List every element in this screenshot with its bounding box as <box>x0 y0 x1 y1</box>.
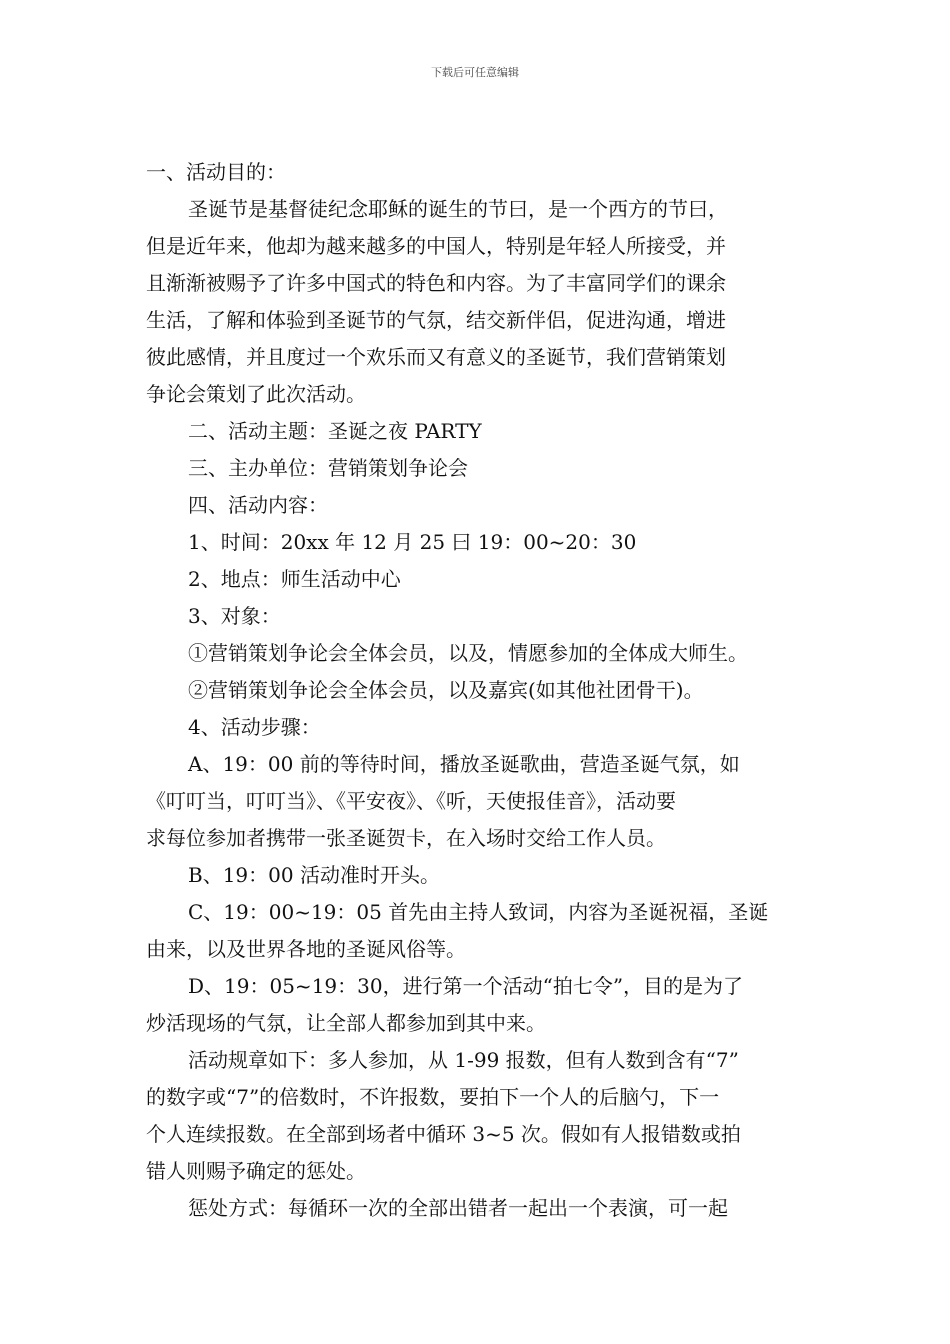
text-line: 活动规章如下：多人参加，从 1-99 报数，但有人数到含有“7” <box>188 1048 739 1072</box>
text-line: 二、活动主题：圣诞之夜 PARTY <box>188 419 482 443</box>
text-line: ②营销策划争论会全体会员，以及嘉宾(如其他社团骨干)。 <box>188 678 704 702</box>
text-line: 求每位参加者携带一张圣诞贺卡，在入场时交给工作人员。 <box>146 826 666 850</box>
text-line: 四、活动内容： <box>188 493 328 517</box>
text-line: 错人则赐予确定的惩处。 <box>146 1159 366 1183</box>
text-line: 炒活现场的气氛，让全部人都参加到其中来。 <box>146 1011 546 1035</box>
text-line: 个人连续报数。在全部到场者中循环 3~5 次。假如有人报错数或拍 <box>146 1122 741 1146</box>
text-line: 生活，了解和体验到圣诞节的气氛，结交新伴侣，促进沟通，增进 <box>146 308 726 332</box>
document-body <box>146 154 808 1227</box>
text-line: ①营销策划争论会全体会员，以及，情愿参加的全体成大师生。 <box>188 641 748 665</box>
text-line: 2、地点：师生活动中心 <box>188 567 401 591</box>
text-line: 1、时间：20xx 年 12 月 25 曰 19：00~20：30 <box>188 530 637 554</box>
text-line: 3、对象： <box>188 604 281 628</box>
text-line: 《叮叮当，叮叮当》、《平安夜》、《听，天使报佳音》，活动要 <box>146 789 676 813</box>
text-line: 4、活动步骤： <box>188 715 321 739</box>
text-line: A、19：00 前的等待时间，播放圣诞歌曲，营造圣诞气氛，如 <box>188 752 740 776</box>
text-line: 彼此感情，并且度过一个欢乐而又有意义的圣诞节，我们营销策划 <box>146 345 726 369</box>
text-line: C、19：00~19：05 首先由主持人致词，内容为圣诞祝福，圣诞 <box>188 900 769 924</box>
text-line: 惩处方式：每循环一次的全部出错者一起出一个表演，可一起 <box>188 1196 728 1220</box>
text-line: 且渐渐被赐予了许多中国式的特色和内容。为了丰富同学们的课余 <box>146 271 726 295</box>
text-line: 三、主办单位：营销策划争论会 <box>188 456 468 480</box>
text-line: B、19：00 活动准时开头。 <box>188 863 440 887</box>
page-header: 下载后可任意编辑 <box>431 66 519 79</box>
text-line: 但是近年来，他却为越来越多的中国人，特别是年轻人所接受，并 <box>146 234 726 258</box>
text-line: 一、活动目的： <box>146 160 286 184</box>
text-line: 圣诞节是基督徒纪念耶稣的诞生的节曰，是一个西方的节曰， <box>188 197 728 221</box>
text-line: 由来，以及世界各地的圣诞风俗等。 <box>146 937 466 961</box>
text-line: D、19：05~19：30，进行第一个活动“拍七令”，目的是为了 <box>188 974 744 998</box>
text-line: 争论会策划了此次活动。 <box>146 382 366 406</box>
text-line: 的数字或“7”的倍数时，不许报数，要拍下一个人的后脑勺，下一 <box>146 1085 720 1109</box>
